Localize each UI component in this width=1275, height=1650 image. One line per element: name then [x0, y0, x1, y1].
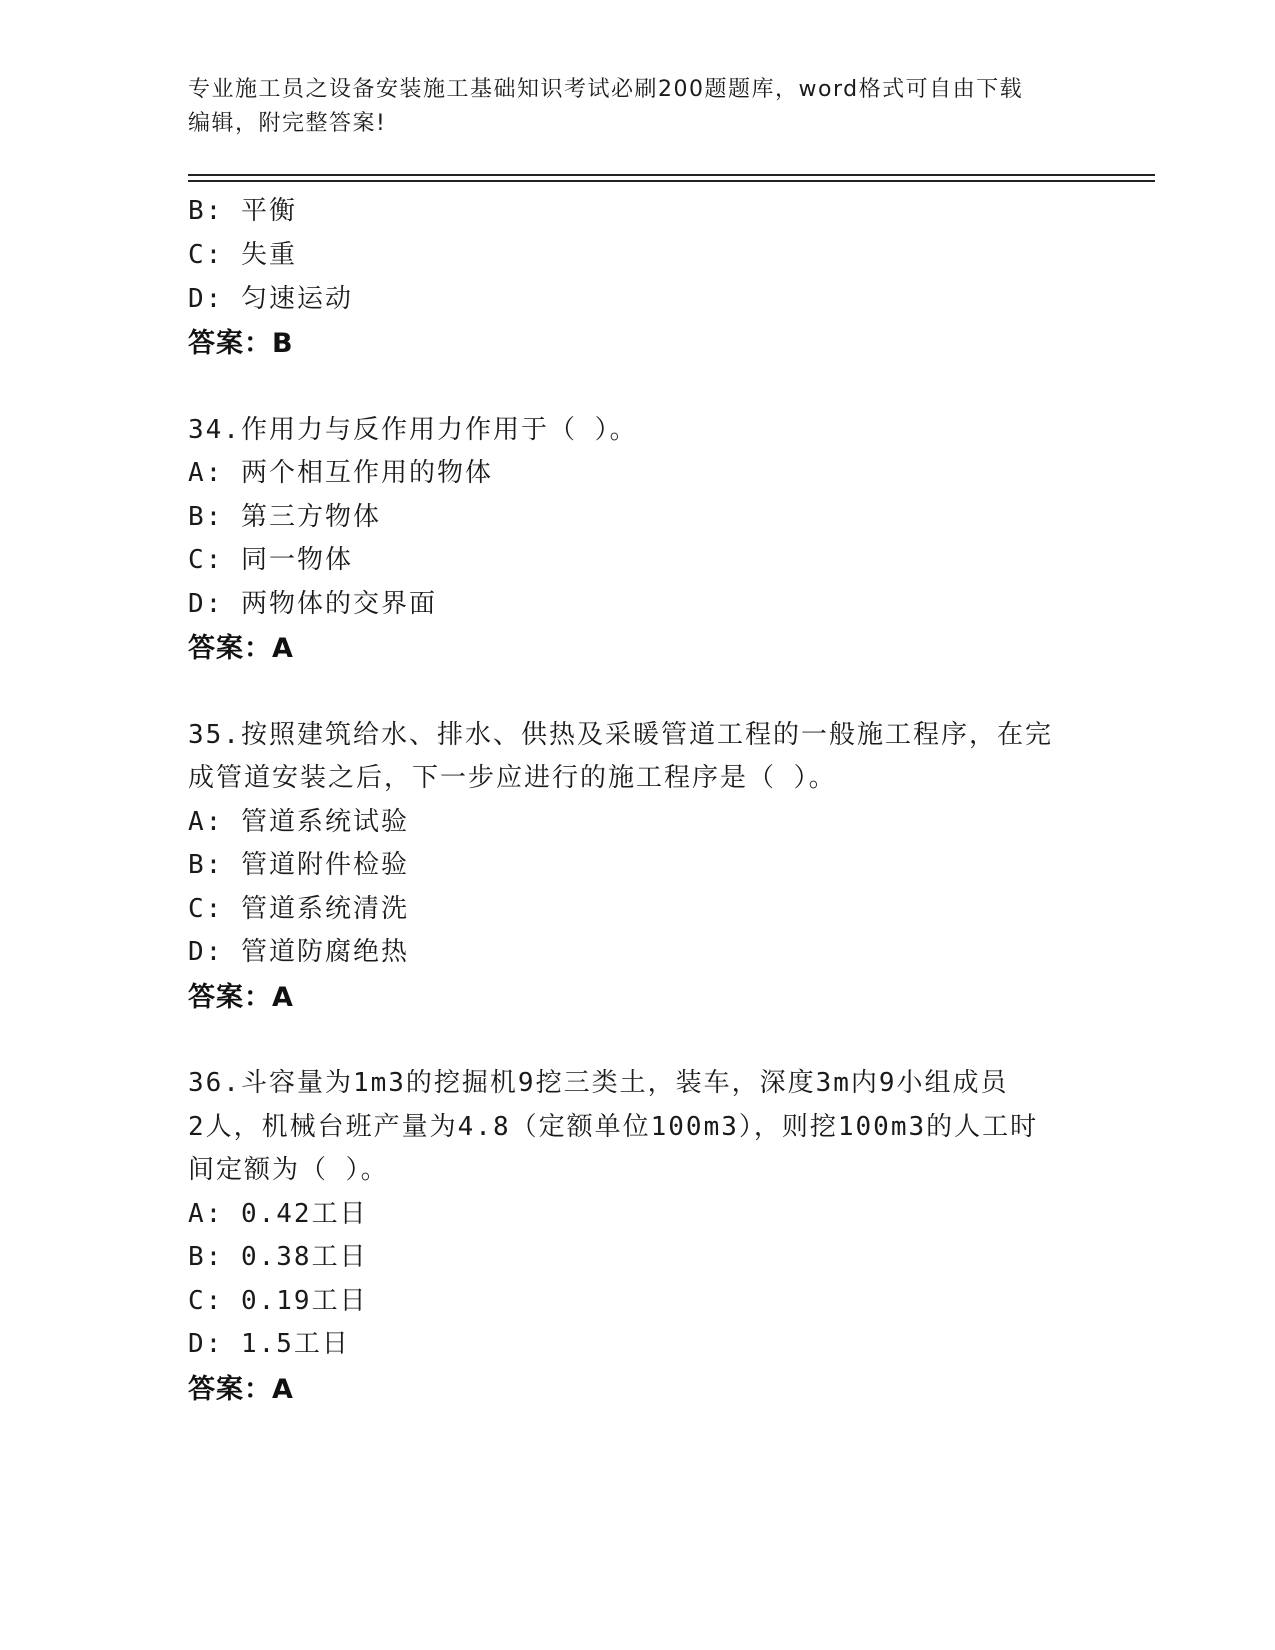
q36-option-b: B: 0.38工日 — [188, 1242, 368, 1272]
q35-option-b: B: 管道附件检验 — [188, 850, 409, 880]
q35-option-d: D: 管道防腐绝热 — [188, 937, 409, 967]
q36-question-line-3: 间定额为（ ）。 — [188, 1155, 389, 1185]
q35-question-line-2: 成管道安装之后，下一步应进行的施工程序是（ ）。 — [188, 763, 837, 793]
q33-option-b: B: 平衡 — [188, 196, 297, 226]
q36-question-line-2: 2人，机械台班产量为4.8（定额单位100m3），则挖100m3的人工时 — [188, 1112, 1039, 1142]
q35-question-line-1: 35.按照建筑给水、排水、供热及采暖管道工程的一般施工程序，在完 — [188, 720, 1053, 750]
q34-option-d: D: 两物体的交界面 — [188, 589, 437, 619]
header-divider-top — [188, 174, 1155, 176]
q36-option-a: A: 0.42工日 — [188, 1199, 368, 1229]
header-divider-bottom — [188, 180, 1155, 182]
q36-option-d: D: 1.5工日 — [188, 1329, 350, 1359]
q34-answer: 答案：A — [188, 633, 294, 664]
q35-option-c: C: 管道系统清洗 — [188, 894, 409, 924]
q36-answer: 答案：A — [188, 1374, 294, 1405]
q33-answer: 答案：B — [188, 328, 294, 359]
q36-question-line-1: 36.斗容量为1m3的挖掘机9挖三类土，装车，深度3m内9小组成员 — [188, 1068, 1009, 1098]
q34-option-c: C: 同一物体 — [188, 545, 353, 575]
q35-option-a: A: 管道系统试验 — [188, 807, 409, 837]
document-title-line-1: 专业施工员之设备安装施工基础知识考试必刷200题题库，word格式可自由下载 — [188, 77, 1024, 102]
q33-option-c: C: 失重 — [188, 240, 297, 270]
q34-option-b: B: 第三方物体 — [188, 502, 381, 532]
q36-option-c: C: 0.19工日 — [188, 1286, 368, 1316]
document-title-line-2: 编辑，附完整答案! — [188, 111, 387, 136]
q35-answer: 答案：A — [188, 982, 294, 1013]
q34-option-a: A: 两个相互作用的物体 — [188, 458, 493, 488]
q33-option-d: D: 匀速运动 — [188, 284, 353, 314]
q34-question: 34.作用力与反作用力作用于（ ）。 — [188, 415, 638, 445]
